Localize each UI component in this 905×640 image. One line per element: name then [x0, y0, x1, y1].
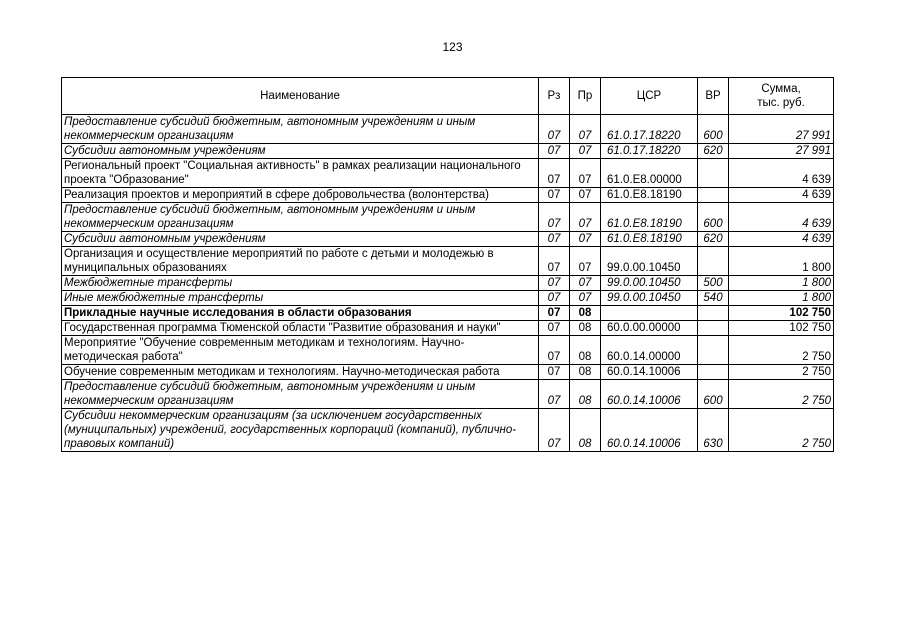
cell-rz: 07	[539, 306, 570, 321]
cell-pr: 08	[570, 321, 601, 336]
cell-vr: 600	[698, 115, 729, 144]
cell-rz: 07	[539, 188, 570, 203]
cell-csr: 61.0.17.18220	[601, 115, 698, 144]
col-header-csr: ЦСР	[601, 78, 698, 115]
table-row	[62, 203, 834, 232]
table-row	[62, 247, 834, 276]
cell-name: Субсидии автономным учреждениям	[62, 144, 539, 159]
table-row	[62, 188, 834, 203]
col-header-pr: Пр	[570, 78, 601, 115]
table-row	[62, 380, 834, 409]
cell-sum: 1 800	[729, 247, 834, 276]
table-row	[62, 144, 834, 159]
cell-pr: 07	[570, 188, 601, 203]
cell-rz: 07	[539, 321, 570, 336]
cell-rz: 07	[539, 365, 570, 380]
table-body	[62, 115, 834, 452]
cell-vr: 600	[698, 380, 729, 409]
table-row	[62, 336, 834, 365]
cell-pr: 07	[570, 232, 601, 247]
cell-sum: 2 750	[729, 365, 834, 380]
cell-csr: 61.0.17.18220	[601, 144, 698, 159]
cell-rz: 07	[539, 115, 570, 144]
cell-sum: 1 800	[729, 291, 834, 306]
cell-pr: 08	[570, 306, 601, 321]
table-row	[62, 232, 834, 247]
cell-csr: 61.0.E8.18190	[601, 188, 698, 203]
budget-table	[61, 77, 834, 452]
table-header-row	[62, 78, 834, 115]
cell-vr	[698, 321, 729, 336]
cell-name: Межбюджетные трансферты	[62, 276, 539, 291]
table-row	[62, 365, 834, 380]
cell-sum: 102 750	[729, 306, 834, 321]
cell-csr: 60.0.14.00000	[601, 336, 698, 365]
col-header-rz: Рз	[539, 78, 570, 115]
cell-sum: 4 639	[729, 203, 834, 232]
table-row	[62, 321, 834, 336]
table-row	[62, 409, 834, 452]
cell-rz: 07	[539, 291, 570, 306]
cell-name: Субсидии некоммерческим организациям (за исключением государственных (муниципальных) учреждений, государственных корпораций (компаний), публично-правовых компаний)	[62, 409, 539, 452]
cell-rz: 07	[539, 247, 570, 276]
cell-csr: 61.0.E8.18190	[601, 232, 698, 247]
cell-rz: 07	[539, 336, 570, 365]
cell-csr: 60.0.14.10006	[601, 380, 698, 409]
cell-csr: 61.0.E8.00000	[601, 159, 698, 188]
cell-csr: 60.0.14.10006	[601, 365, 698, 380]
cell-pr: 07	[570, 159, 601, 188]
cell-rz: 07	[539, 276, 570, 291]
cell-rz: 07	[539, 409, 570, 452]
cell-name: Государственная программа Тюменской области "Развитие образования и науки"	[62, 321, 539, 336]
cell-csr: 61.0.E8.18190	[601, 203, 698, 232]
cell-csr: 60.0.00.00000	[601, 321, 698, 336]
cell-pr: 08	[570, 380, 601, 409]
cell-rz: 07	[539, 232, 570, 247]
cell-vr	[698, 336, 729, 365]
table-row	[62, 291, 834, 306]
col-header-sum	[729, 78, 834, 115]
cell-vr: 500	[698, 276, 729, 291]
table-row	[62, 115, 834, 144]
cell-pr: 07	[570, 276, 601, 291]
cell-pr: 07	[570, 247, 601, 276]
cell-pr: 07	[570, 291, 601, 306]
cell-csr	[601, 306, 698, 321]
cell-sum: 4 639	[729, 188, 834, 203]
cell-name: Субсидии автономным учреждениям	[62, 232, 539, 247]
cell-vr: 620	[698, 144, 729, 159]
cell-rz: 07	[539, 380, 570, 409]
cell-name: Прикладные научные исследования в области образования	[62, 306, 539, 321]
cell-name: Региональный проект "Социальная активность" в рамках реализации национального проекта "Образование"	[62, 159, 539, 188]
col-header-name: Наименование	[62, 78, 539, 115]
cell-rz: 07	[539, 144, 570, 159]
cell-name: Организация и осуществление мероприятий по работе с детьми и молодежью в муниципальных образованиях	[62, 247, 539, 276]
cell-name: Обучение современным методикам и технологиям. Научно-методическая работа	[62, 365, 539, 380]
cell-vr	[698, 159, 729, 188]
cell-vr: 630	[698, 409, 729, 452]
cell-pr: 08	[570, 336, 601, 365]
cell-vr: 620	[698, 232, 729, 247]
cell-vr	[698, 247, 729, 276]
cell-name: Иные межбюджетные трансферты	[62, 291, 539, 306]
cell-pr: 07	[570, 144, 601, 159]
cell-sum: 1 800	[729, 276, 834, 291]
cell-sum: 2 750	[729, 336, 834, 365]
cell-sum: 27 991	[729, 144, 834, 159]
cell-csr: 99.0.00.10450	[601, 276, 698, 291]
cell-pr: 07	[570, 115, 601, 144]
cell-csr: 60.0.14.10006	[601, 409, 698, 452]
cell-sum: 4 639	[729, 159, 834, 188]
cell-name: Мероприятие "Обучение современным методикам и технологиям. Научно-методическая работа"	[62, 336, 539, 365]
cell-vr: 540	[698, 291, 729, 306]
cell-sum: 102 750	[729, 321, 834, 336]
cell-csr: 99.0.00.10450	[601, 291, 698, 306]
cell-pr: 07	[570, 203, 601, 232]
col-header-sum-line1: Сумма,	[761, 83, 801, 95]
col-header-vr: ВР	[698, 78, 729, 115]
cell-sum: 27 991	[729, 115, 834, 144]
cell-name: Предоставление субсидий бюджетным, автономным учреждениям и иным некоммерческим организациям	[62, 380, 539, 409]
cell-rz: 07	[539, 203, 570, 232]
table-row	[62, 306, 834, 321]
cell-sum: 2 750	[729, 409, 834, 452]
cell-rz: 07	[539, 159, 570, 188]
cell-vr: 600	[698, 203, 729, 232]
table-row	[62, 276, 834, 291]
col-header-sum-line2: тыс. руб.	[757, 97, 805, 109]
page-number: 123	[442, 40, 463, 54]
cell-sum: 2 750	[729, 380, 834, 409]
cell-sum: 4 639	[729, 232, 834, 247]
cell-vr	[698, 365, 729, 380]
cell-pr: 08	[570, 409, 601, 452]
cell-vr	[698, 306, 729, 321]
cell-csr: 99.0.00.10450	[601, 247, 698, 276]
cell-name: Реализация проектов и мероприятий в сфере добровольчества (волонтерства)	[62, 188, 539, 203]
cell-vr	[698, 188, 729, 203]
cell-pr: 08	[570, 365, 601, 380]
table-row	[62, 159, 834, 188]
cell-name: Предоставление субсидий бюджетным, автономным учреждениям и иным некоммерческим организациям	[62, 203, 539, 232]
cell-name: Предоставление субсидий бюджетным, автономным учреждениям и иным некоммерческим организациям	[62, 115, 539, 144]
